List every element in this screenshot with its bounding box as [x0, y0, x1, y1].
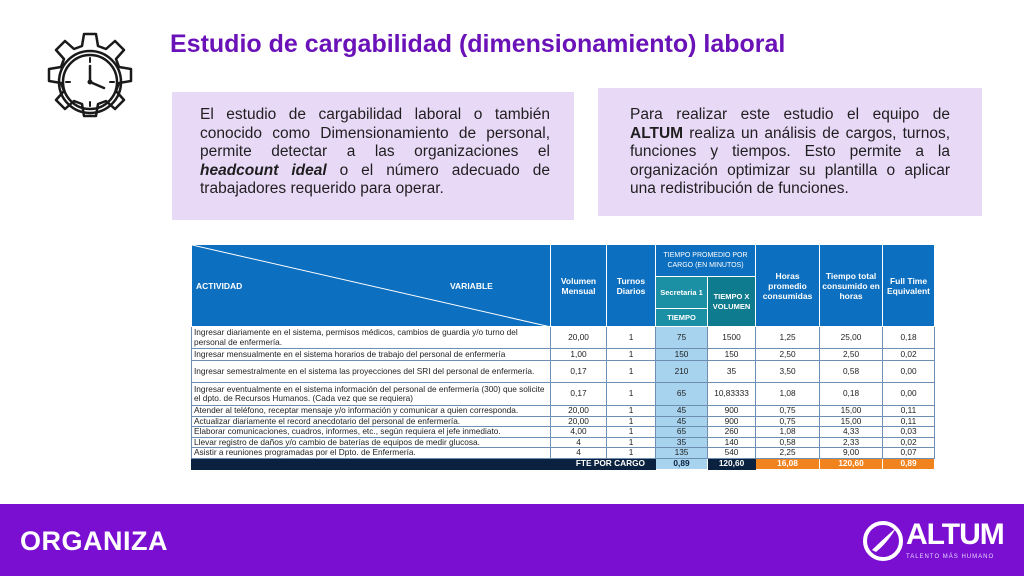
header-secretaria: Secretaria 1	[656, 277, 708, 309]
cell-fte: 0,00	[883, 383, 935, 406]
footer-fte: 0,89	[883, 458, 935, 469]
cell-horas: 2,50	[756, 349, 820, 361]
cell-fte: 0,00	[883, 361, 935, 383]
cell-total: 15,00	[820, 406, 883, 417]
description-part2: o el número adecuado de trabajadores requerido para operar.	[200, 161, 550, 197]
cell-fte: 0,11	[883, 406, 935, 417]
cell-turnos: 1	[607, 327, 656, 349]
description-box	[172, 92, 574, 220]
method-text	[630, 106, 950, 199]
header-fte: Full Time Equivalent	[883, 245, 935, 327]
cell-horas: 0,58	[756, 437, 820, 448]
table-row	[192, 406, 935, 417]
cell-actividad: Ingresar mensualmente en el sistema horarios de trabajo del personal de enfermería	[192, 349, 551, 361]
cell-tiempo: 210	[656, 361, 708, 383]
method-part2: realiza un análisis de cargos, turnos, funciones y tiempos. Esto permite a la organización optimizar su plantilla o aplicar una redistribución de funciones.	[630, 124, 950, 197]
cell-total: 0,58	[820, 361, 883, 383]
cell-tiempo-x-volumen: 140	[708, 437, 756, 448]
header-variable: VARIABLE	[450, 281, 493, 291]
method-box	[598, 88, 982, 216]
header-actividad: ACTIVIDAD	[196, 281, 243, 291]
table-row	[192, 416, 935, 427]
clock-gear-icon	[38, 30, 142, 134]
description-text	[200, 106, 550, 199]
altum-logo-icon	[862, 520, 904, 562]
cell-total: 9,00	[820, 448, 883, 459]
table-row	[192, 427, 935, 438]
cell-volumen: 4,00	[551, 427, 607, 438]
cell-tiempo-x-volumen: 900	[708, 416, 756, 427]
footer-section-label: ORGANIZA	[20, 526, 168, 556]
method-part1: Para realizar este estudio el equipo de	[630, 106, 950, 123]
cell-tiempo: 45	[656, 406, 708, 417]
table-footer-row	[192, 458, 935, 469]
cell-turnos: 1	[607, 349, 656, 361]
cell-tiempo-x-volumen: 260	[708, 427, 756, 438]
footer-horas: 16,08	[756, 458, 820, 469]
cell-tiempo: 75	[656, 327, 708, 349]
cell-total: 25,00	[820, 327, 883, 349]
table-row	[192, 437, 935, 448]
cell-tiempo-x-volumen: 900	[708, 406, 756, 417]
cell-tiempo: 35	[656, 437, 708, 448]
cell-turnos: 1	[607, 427, 656, 438]
workload-table	[191, 244, 935, 470]
header-diagonal	[192, 245, 551, 327]
cell-horas: 1,25	[756, 327, 820, 349]
cell-volumen: 20,00	[551, 327, 607, 349]
cell-horas: 0,75	[756, 416, 820, 427]
description-part1: El estudio de cargabilidad laboral o también conocido como Dimensionamiento de personal, permite detectar a las organizaciones el	[200, 106, 550, 160]
cell-volumen: 4	[551, 448, 607, 459]
cell-tiempo: 45	[656, 416, 708, 427]
cell-volumen: 20,00	[551, 416, 607, 427]
table-row	[192, 349, 935, 361]
cell-total: 2,50	[820, 349, 883, 361]
table-row	[192, 383, 935, 406]
method-brand: ALTUM	[630, 124, 684, 142]
cell-actividad: Elaborar comunicaciones, cuadros, informes, etc., según requiera el jefe inmediato.	[192, 427, 551, 438]
cell-fte: 0,02	[883, 349, 935, 361]
footer-total: 120,60	[820, 458, 883, 469]
cell-tiempo-x-volumen: 1500	[708, 327, 756, 349]
cell-tiempo-x-volumen: 35	[708, 361, 756, 383]
cell-total: 0,18	[820, 383, 883, 406]
footer-bar	[0, 504, 1024, 576]
cell-tiempo-x-volumen: 10,83333	[708, 383, 756, 406]
cell-turnos: 1	[607, 448, 656, 459]
cell-horas: 1,08	[756, 383, 820, 406]
cell-volumen: 0,17	[551, 383, 607, 406]
header-tiempo-promedio: TIEMPO PROMEDIO POR CARGO (EN MINUTOS)	[656, 245, 756, 277]
header-tiempo-total: Tiempo total consumido en horas	[820, 245, 883, 327]
cell-actividad: Atender al teléfono, receptar mensaje y/o información y comunicar a quien corresponda.	[192, 406, 551, 417]
cell-turnos: 1	[607, 383, 656, 406]
table-row	[192, 327, 935, 349]
cell-actividad: Ingresar eventualmente en el sistema información del personal de enfermería (300) que solicite el dpto. de Recursos Humanos. (Cada vez que se requiera)	[192, 383, 551, 406]
header-tiempo: TIEMPO	[656, 309, 708, 327]
cell-total: 2,33	[820, 437, 883, 448]
cell-volumen: 1,00	[551, 349, 607, 361]
cell-tiempo: 65	[656, 427, 708, 438]
footer-tiempo-x-volumen: 120,60	[708, 458, 756, 469]
cell-actividad: Actualizar diariamente el record anecdotario del personal de enfermería.	[192, 416, 551, 427]
cell-volumen: 0,17	[551, 361, 607, 383]
header-horas: Horas promedio consumidas	[756, 245, 820, 327]
cell-tiempo-x-volumen: 540	[708, 448, 756, 459]
workload-table-wrap	[191, 244, 934, 474]
logo-text: ALTUM	[906, 518, 1004, 551]
cell-tiempo-x-volumen: 150	[708, 349, 756, 361]
cell-total: 4,33	[820, 427, 883, 438]
cell-volumen: 20,00	[551, 406, 607, 417]
footer-label: FTE POR CARGO	[192, 458, 656, 469]
logo-subtitle: TALENTO MÁS HUMANO	[906, 554, 995, 560]
cell-fte: 0,02	[883, 437, 935, 448]
table-row	[192, 448, 935, 459]
cell-horas: 3,50	[756, 361, 820, 383]
cell-actividad: Ingresar semestralmente en el sistema las proyecciones del SRI del personal de enfermería.	[192, 361, 551, 383]
cell-tiempo: 135	[656, 448, 708, 459]
cell-actividad: Ingresar diariamente en el sistema, permisos médicos, cambios de guardia y/o turno del personal de enfermería.	[192, 327, 551, 349]
cell-volumen: 4	[551, 437, 607, 448]
cell-tiempo: 150	[656, 349, 708, 361]
header-actividad-variable	[192, 245, 551, 327]
cell-turnos: 1	[607, 416, 656, 427]
cell-horas: 1,08	[756, 427, 820, 438]
cell-fte: 0,11	[883, 416, 935, 427]
cell-tiempo: 65	[656, 383, 708, 406]
cell-horas: 2,25	[756, 448, 820, 459]
cell-actividad: Asistir a reuniones programadas por el Dpto. de Enfermería.	[192, 448, 551, 459]
cell-fte: 0,18	[883, 327, 935, 349]
header-tiempo-x-volumen: TIEMPO X VOLUMEN	[708, 277, 756, 327]
cell-total: 15,00	[820, 416, 883, 427]
header-volumen: Volumen Mensual	[551, 245, 607, 327]
cell-turnos: 1	[607, 361, 656, 383]
footer-tiempo: 0,89	[656, 458, 708, 469]
header-turnos: Turnos Diarios	[607, 245, 656, 327]
cell-turnos: 1	[607, 406, 656, 417]
description-emphasis: headcount ideal	[200, 161, 327, 179]
cell-fte: 0,03	[883, 427, 935, 438]
cell-turnos: 1	[607, 437, 656, 448]
cell-fte: 0,07	[883, 448, 935, 459]
altum-logo	[862, 518, 1002, 568]
cell-actividad: Llevar registro de daños y/o cambio de baterías de equipos de medir glucosa.	[192, 437, 551, 448]
cell-horas: 0,75	[756, 406, 820, 417]
table-row	[192, 361, 935, 383]
page-title: Estudio de cargabilidad (dimensionamiento) laboral	[170, 30, 786, 58]
